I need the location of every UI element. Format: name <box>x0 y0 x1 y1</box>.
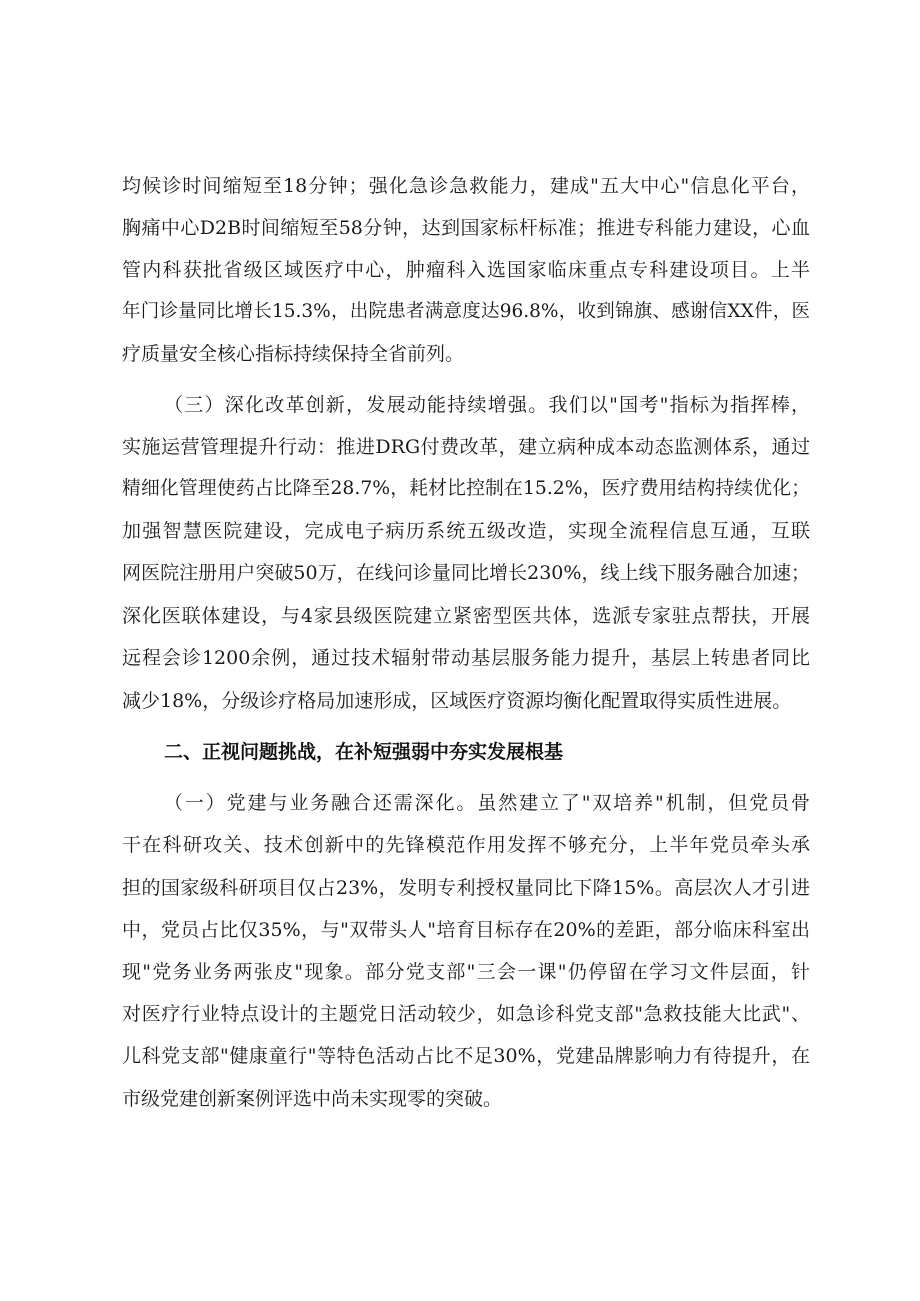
paragraph-first-line: （三）深化改革创新，发展动能持续增强。我们以"国考"指标为指挥棒， <box>164 394 810 416</box>
paragraph-line: 对医疗行业特点设计的主题党日活动较少，如急诊科党支部"急救技能大比武"、 <box>122 1003 810 1025</box>
paragraph-line: 儿科党支部"健康童行"等特色活动占比不足30%，党建品牌影响力有待提升，在 <box>122 1045 810 1067</box>
paragraph-line: 疗质量安全核心指标持续保持全省前列。 <box>122 343 465 365</box>
paragraph-line: 深化医联体建设，与4家县级医院建立紧密型医共体，选派专家驻点帮扶，开展 <box>122 605 810 627</box>
paragraph-line: 网医院注册用户突破50万，在线问诊量同比增长230%，线上线下服务融合加速； <box>122 562 810 584</box>
paragraph-line: 实施运营管理提升行动：推进DRG付费改革，建立病种成本动态监测体系，通过 <box>122 436 810 458</box>
paragraph-line: 干在科研攻关、技术创新中的先锋模范作用发挥不够充分，上半年党员牵头承 <box>122 834 810 856</box>
paragraph-line: 管内科获批省级区域医疗中心，肿瘤科入选国家临床重点专科建设项目。上半 <box>122 259 810 281</box>
paragraph-line: 精细化管理使药占比降至28.7%，耗材比控制在15.2%，医疗费用结构持续优化； <box>122 478 810 499</box>
paragraph-line: 减少18%，分级诊疗格局加速形成，区域医疗资源均衡化配置取得实质性进展。 <box>122 690 792 712</box>
paragraph-line: 均候诊时间缩短至18分钟；强化急诊急救能力，建成"五大中心"信息化平台， <box>122 175 810 197</box>
paragraph-line: 胸痛中心D2B时间缩短至58分钟，达到国家标杆标准；推进专科能力建设，心血 <box>122 217 810 239</box>
paragraph-line: 现"党务业务两张皮"现象。部分党支部"三会一课"仍停留在学习文件层面，针 <box>122 961 810 983</box>
paragraph-line: 担的国家级科研项目仅占23%，发明专利授权量同比下降15%。高层次人才引进 <box>122 877 810 899</box>
paragraph-line: 中，党员占比仅35%，与"双带头人"培育目标存在20%的差距，部分临床科室出 <box>122 919 810 941</box>
section-heading: 二、正视问题挑战，在补短强弱中夯实发展根基 <box>164 741 564 763</box>
paragraph-first-line: （一）党建与业务融合还需深化。虽然建立了"双培养"机制，但党员骨 <box>164 792 810 814</box>
paragraph-line: 年门诊量同比增长15.3%，出院患者满意度达96.8%，收到锦旗、感谢信XX件，医 <box>122 301 810 322</box>
paragraph-line: 市级党建创新案例评选中尚未实现零的突破。 <box>122 1088 503 1110</box>
paragraph-line: 远程会诊1200余例，通过技术辐射带动基层服务能力提升，基层上转患者同比 <box>122 647 810 669</box>
paragraph-line: 加强智慧医院建设，完成电子病历系统五级改造，实现全流程信息互通，互联 <box>122 520 810 542</box>
